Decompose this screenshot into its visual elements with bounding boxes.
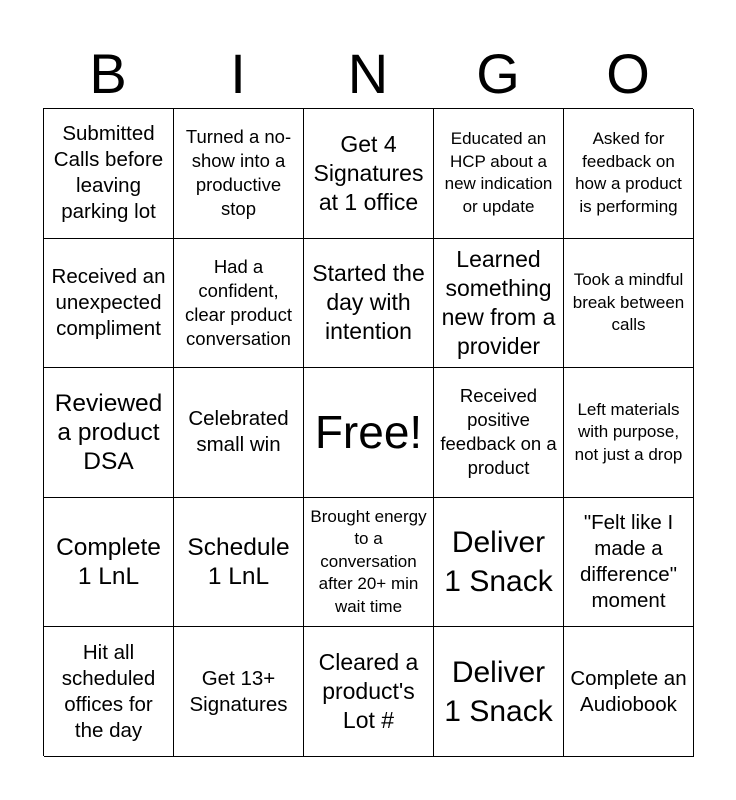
bingo-cell-r4c1[interactable]: Complete 1 LnL	[44, 498, 174, 628]
bingo-board	[43, 108, 693, 756]
bingo-cell-r1c5[interactable]: Asked for feedback on how a product is performing	[564, 109, 694, 239]
header-letter-b: B	[89, 42, 127, 105]
bingo-cell-r4c3[interactable]: Brought energy to a conversation after 20+ min wait time	[304, 498, 434, 628]
header-letter-i: I	[230, 42, 246, 105]
bingo-cell-r4c2[interactable]: Schedule 1 LnL	[174, 498, 304, 628]
bingo-cell-r2c2[interactable]: Had a confident, clear product conversation	[174, 239, 304, 369]
bingo-cell-r3c1[interactable]: Reviewed a product DSA	[44, 368, 174, 498]
header-letter-g: G	[476, 42, 520, 105]
bingo-cell-r4c4[interactable]: Deliver 1 Snack	[434, 498, 564, 628]
bingo-cell-r2c4[interactable]: Learned something new from a provider	[434, 239, 564, 369]
header-letter-n: N	[347, 42, 389, 105]
bingo-cell-r5c4[interactable]: Deliver 1 Snack	[434, 627, 564, 757]
bingo-cell-r5c1[interactable]: Hit all scheduled offices for the day	[44, 627, 174, 757]
bingo-header	[43, 40, 693, 108]
bingo-cell-r5c2[interactable]: Get 13+ Signatures	[174, 627, 304, 757]
bingo-cell-r2c3[interactable]: Started the day with intention	[304, 239, 434, 369]
bingo-cell-r1c4[interactable]: Educated an HCP about a new indication or update	[434, 109, 564, 239]
bingo-cell-r2c5[interactable]: Took a mindful break between calls	[564, 239, 694, 369]
bingo-cell-r3c2[interactable]: Celebrated small win	[174, 368, 304, 498]
header-letter-o: O	[606, 42, 650, 105]
bingo-cell-r3c4[interactable]: Received positive feedback on a product	[434, 368, 564, 498]
free-space[interactable]: Free!	[304, 368, 434, 498]
bingo-cell-r1c1[interactable]: Submitted Calls before leaving parking lot	[44, 109, 174, 239]
bingo-cell-r5c3[interactable]: Cleared a product's Lot #	[304, 627, 434, 757]
bingo-cell-r1c2[interactable]: Turned a no-show into a productive stop	[174, 109, 304, 239]
bingo-cell-r4c5[interactable]: "Felt like I made a difference" moment	[564, 498, 694, 628]
bingo-cell-r1c3[interactable]: Get 4 Signatures at 1 office	[304, 109, 434, 239]
bingo-cell-r2c1[interactable]: Received an unexpected compliment	[44, 239, 174, 369]
bingo-cell-r3c5[interactable]: Left materials with purpose, not just a drop	[564, 368, 694, 498]
bingo-cell-r5c5[interactable]: Complete an Audiobook	[564, 627, 694, 757]
